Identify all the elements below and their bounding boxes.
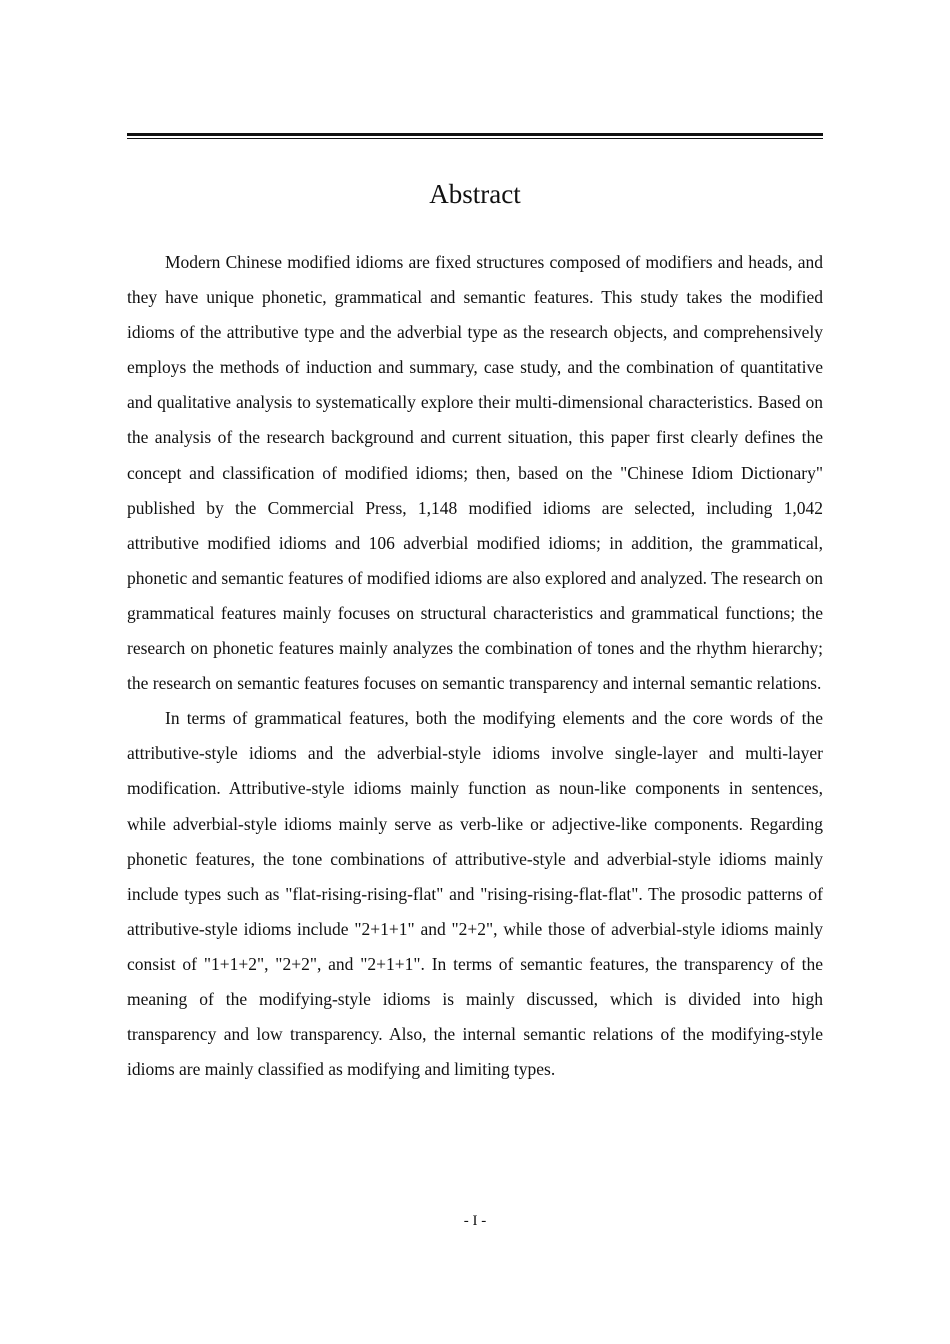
header-double-rule [127, 133, 823, 139]
page-number: - I - [463, 1213, 487, 1229]
abstract-paragraph-2: In terms of grammatical features, both the modifying elements and the core words of the attributive-style idioms and the adverbial-style idioms involve single-layer and multi-layer modification. Attributive-style idioms mainly function as noun-like components in sentences, while adverbial-style idioms mainly serve as verb-like or adjective-like components. Regarding phonetic features, the tone combinations of attributive-style and adverbial-style idioms mainly include types such as "flat-rising-rising-flat" and "rising-rising-flat-flat". The prosodic patterns of attributive-style idioms include "2+1+1" and "2+2", while those of adverbial-style idioms mainly consist of "1+1+2", "2+2", and "2+1+1". In terms of semantic features, the transparency of the meaning of the modifying-style idioms is mainly discussed, which is divided into high transparency and low transparency. Also, the internal semantic relations of the modifying-style idioms are mainly classified as modifying and limiting types. [127, 708, 823, 1080]
abstract-paragraph-1: Modern Chinese modified idioms are fixed structures composed of modifiers and heads, and they have unique phonetic, grammatical and semantic features. This study takes the modified idioms of the attributive type and the adverbial type as the research objects, and comprehensively employs the methods of induction and summary, case study, and the combination of quantitative and qualitative analysis to systematically explore their multi-dimensional characteristics. Based on the analysis of the research background and current situation, this paper first clearly defines the concept and classification of modified idioms; then, based on the "Chinese Idiom Dictionary" published by the Commercial Press, 1,148 modified idioms are selected, including 1,042 attributive modified idioms and 106 adverbial modified idioms; in addition, the grammatical, phonetic and semantic features of modified idioms are also explored and analyzed. The research on grammatical features mainly focuses on structural characteristics and grammatical functions; the research on phonetic features mainly analyzes the combination of tones and the rhythm hierarchy; the research on semantic features focuses on semantic transparency and internal semantic relations. [127, 252, 823, 694]
abstract-body [127, 245, 823, 1087]
page-title: Abstract [429, 179, 521, 209]
